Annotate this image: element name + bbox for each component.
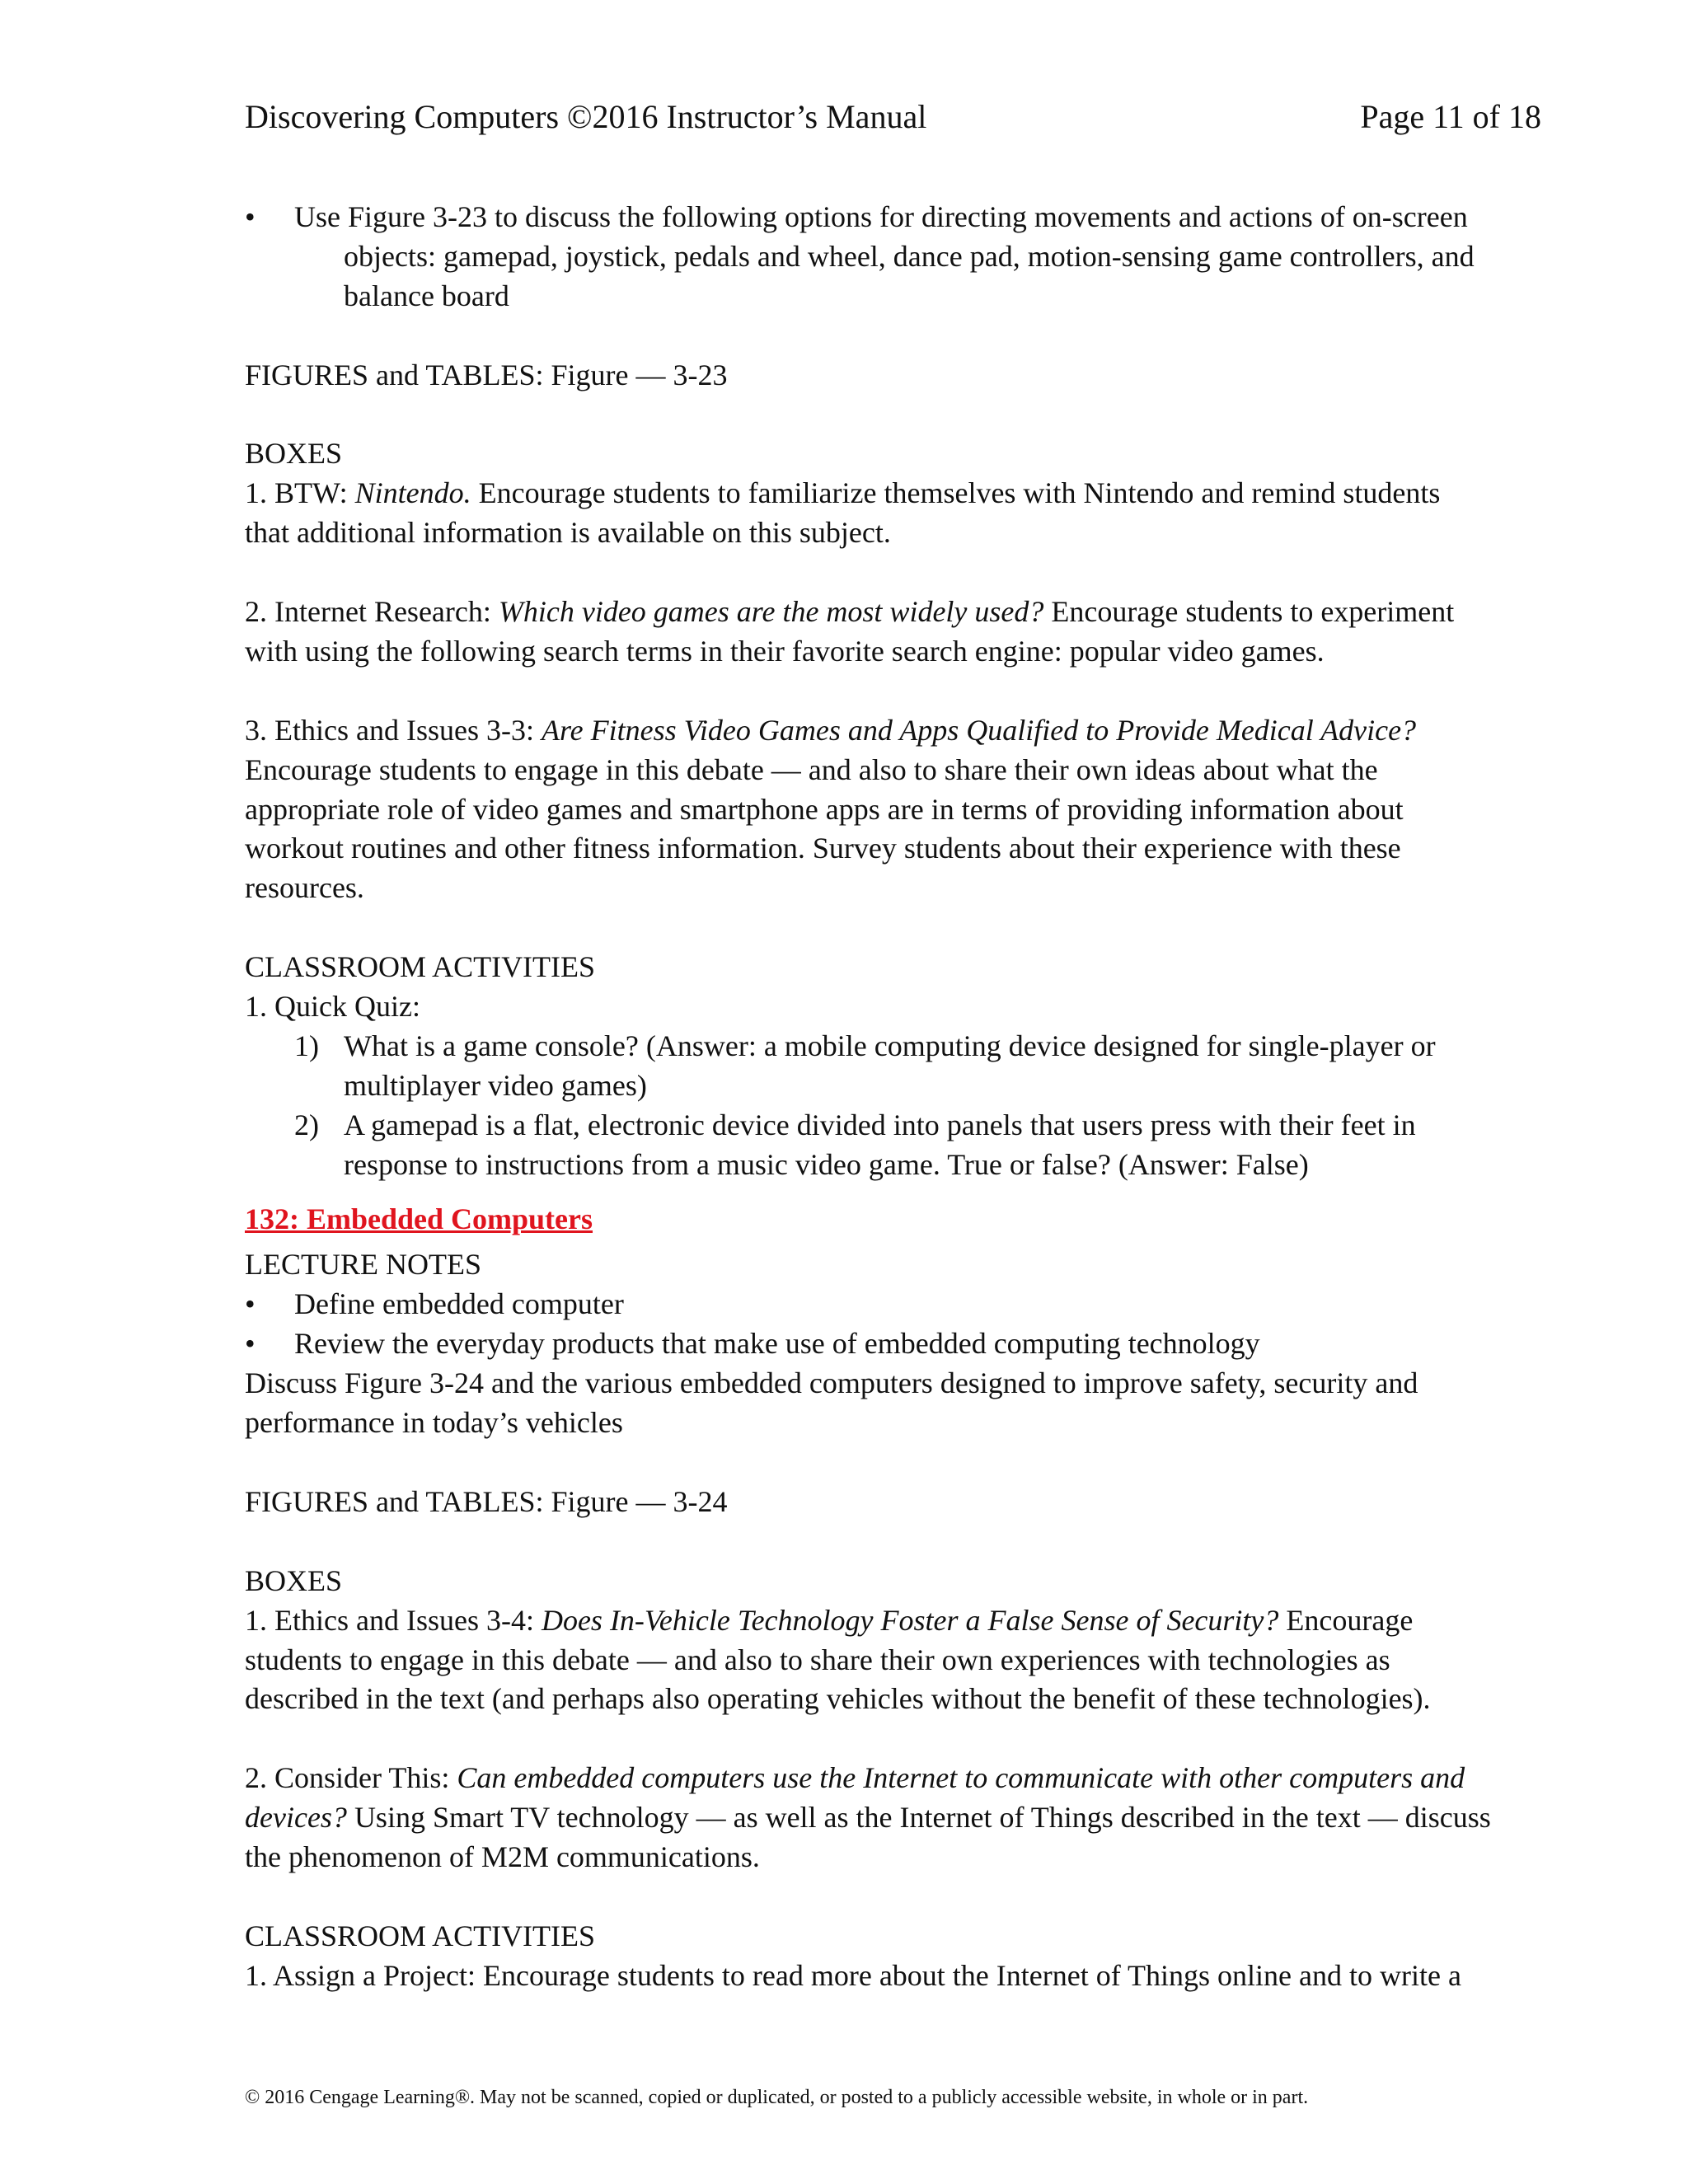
bullet-text: Use Figure 3-23 to discuss the following options for directing movements and actions of on-screen bbox=[294, 200, 1468, 233]
bullet-text: Review the everyday products that make use of embedded computing technology bbox=[294, 1327, 1260, 1361]
box-prefix: 1. Ethics and Issues 3-4: bbox=[245, 1603, 542, 1637]
box-text-line: with using the following search terms in their favorite search engine: popular video games. bbox=[245, 634, 1325, 668]
box-title: Are Fitness Video Games and Apps Qualified to Provide Medical Advice? bbox=[541, 713, 1417, 747]
box-prefix: 1. BTW: bbox=[245, 476, 355, 510]
box-text-line: that additional information is available on this subject. bbox=[245, 516, 891, 550]
box-text-line: Encourage students to engage in this debate — and also to share their own ideas about what the bbox=[245, 752, 1378, 786]
box-item bbox=[245, 1601, 1547, 1641]
box-text-line bbox=[245, 1798, 1547, 1838]
bullet-icon: • bbox=[245, 200, 256, 233]
box-title: Can embedded computers use the Internet to communicate with other computers and bbox=[457, 1761, 1465, 1795]
bullet-continuation: balance board bbox=[344, 279, 509, 312]
box-title: devices? bbox=[245, 1801, 347, 1835]
box-prefix: 2. Consider This: bbox=[245, 1761, 457, 1795]
boxes-label: BOXES bbox=[245, 437, 343, 471]
quiz-question bbox=[245, 1027, 1547, 1066]
box-prefix: 2. Internet Research: bbox=[245, 595, 499, 629]
box-title: Does In-Vehicle Technology Foster a False Sense of Security? bbox=[541, 1603, 1279, 1637]
question-text: What is a game console? (Answer: a mobile computing device designed for single-player or bbox=[344, 1029, 1436, 1062]
box-item bbox=[245, 711, 1547, 751]
bullet-continuation: objects: gamepad, joystick, pedals and wheel, dance pad, motion-sensing game controllers, and bbox=[344, 239, 1475, 273]
page-body bbox=[245, 198, 1547, 1996]
box-item bbox=[245, 474, 1547, 513]
box-text: Encourage students to experiment bbox=[1043, 595, 1455, 629]
copyright-footer: © 2016 Cengage Learning®. May not be scanned, copied or duplicated, or posted to a publicly accessible website, in whole or in part. bbox=[245, 2087, 1309, 2108]
boxes-label: BOXES bbox=[245, 1563, 343, 1597]
page-number: Page 11 of 18 bbox=[1360, 98, 1541, 135]
box-text-line: described in the text (and perhaps also operating vehicles without the benefit of these technologies). bbox=[245, 1682, 1431, 1716]
document-title: Discovering Computers ©2016 Instructor’s Manual bbox=[245, 98, 927, 135]
box-text-line: the phenomenon of M2M communications. bbox=[245, 1840, 760, 1874]
box-text: Encourage students to familiarize themselves with Nintendo and remind students bbox=[471, 476, 1441, 510]
question-number: 1) bbox=[294, 1029, 319, 1062]
discuss-line: Discuss Figure 3-24 and the various embedded computers designed to improve safety, security and bbox=[245, 1366, 1418, 1400]
box-text-line: students to engage in this debate — and also to share their own experiences with technologies as bbox=[245, 1643, 1390, 1676]
bullet-text: Define embedded computer bbox=[294, 1287, 624, 1321]
box-text-line: workout routines and other fitness information. Survey students about their experience with these bbox=[245, 832, 1401, 865]
box-text: Using Smart TV technology — as well as the Internet of Things described in the text — discuss bbox=[346, 1801, 1491, 1835]
question-number: 2) bbox=[294, 1108, 319, 1141]
box-title: Nintendo. bbox=[354, 476, 471, 510]
box-text: Encourage bbox=[1278, 1603, 1414, 1637]
bullet-icon: • bbox=[245, 1287, 256, 1321]
question-continuation: response to instructions from a music video game. True or false? (Answer: False) bbox=[344, 1147, 1309, 1181]
discuss-line: performance in today’s vehicles bbox=[245, 1406, 623, 1440]
box-text-line: appropriate role of video games and smartphone apps are in terms of providing information about bbox=[245, 792, 1404, 826]
bullet-icon: • bbox=[245, 1327, 256, 1361]
activities-label: CLASSROOM ACTIVITIES bbox=[245, 1919, 596, 1952]
box-prefix: 3. Ethics and Issues 3-3: bbox=[245, 713, 542, 747]
question-continuation: multiplayer video games) bbox=[344, 1068, 647, 1102]
lecture-notes-label: LECTURE NOTES bbox=[245, 1248, 481, 1282]
bullet-item bbox=[245, 1285, 1547, 1324]
quiz-label: 1. Quick Quiz: bbox=[245, 990, 420, 1024]
figures-tables-line: FIGURES and TABLES: Figure — 3-24 bbox=[245, 1484, 728, 1518]
project-line: 1. Assign a Project: Encourage students to read more about the Internet of Things online and to write a bbox=[245, 1958, 1461, 1992]
bullet-item bbox=[245, 198, 1547, 237]
quiz-question bbox=[245, 1106, 1547, 1146]
figures-tables-line: FIGURES and TABLES: Figure — 3-23 bbox=[245, 358, 728, 391]
box-title: Which video games are the most widely used? bbox=[498, 595, 1044, 629]
activities-label: CLASSROOM ACTIVITIES bbox=[245, 950, 596, 984]
bullet-item bbox=[245, 1324, 1547, 1364]
box-item bbox=[245, 593, 1547, 632]
page-header bbox=[245, 97, 1541, 147]
section-heading-embedded-computers[interactable]: 132: Embedded Computers bbox=[245, 1202, 593, 1235]
box-text-line: resources. bbox=[245, 871, 364, 905]
box-item bbox=[245, 1759, 1547, 1798]
question-text: A gamepad is a flat, electronic device divided into panels that users press with their feet in bbox=[344, 1108, 1416, 1141]
